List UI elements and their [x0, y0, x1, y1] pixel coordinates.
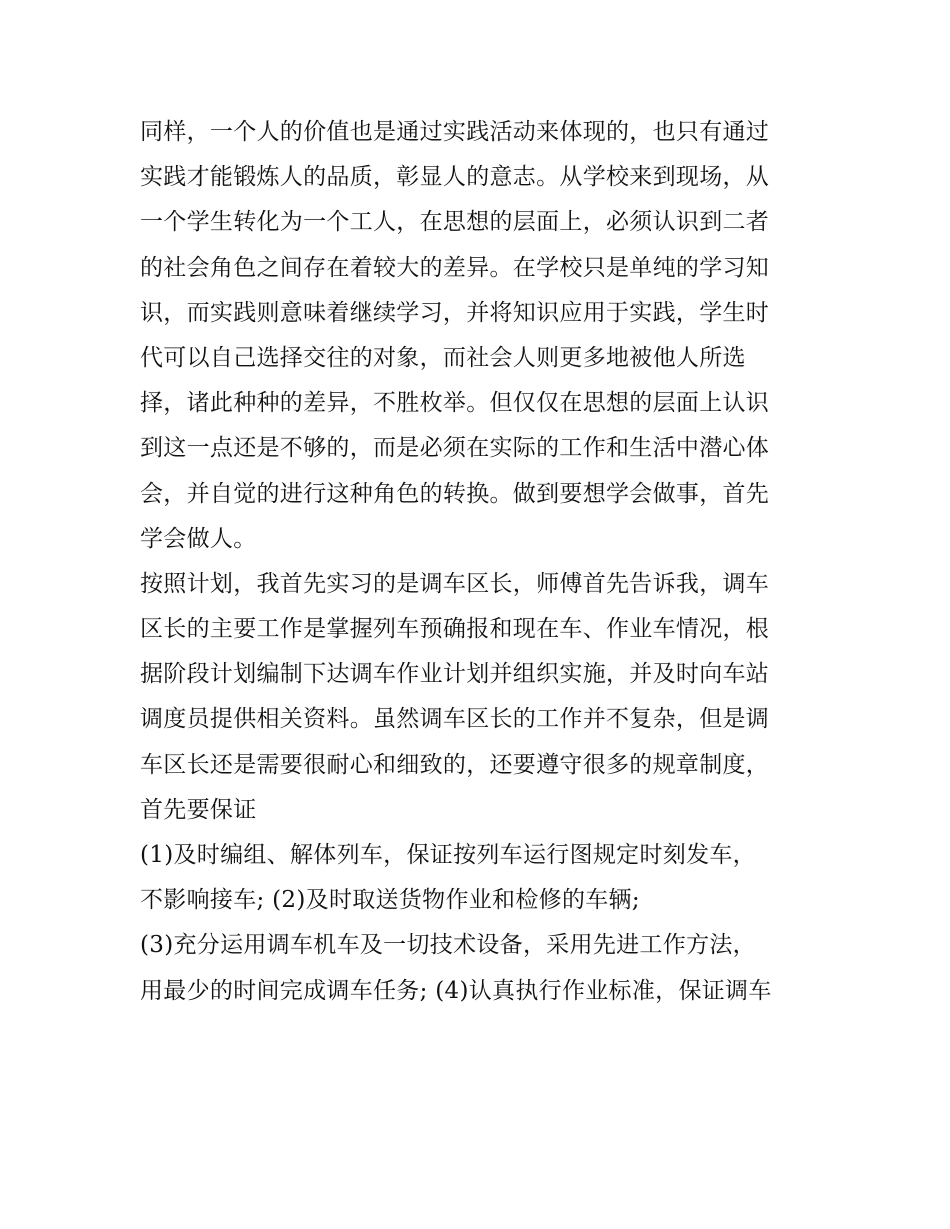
text-line: 的社会角色之间存在着较大的差异。在学校只是单纯的学习知 [140, 254, 770, 281]
text-line: 学会做人。 [140, 525, 257, 552]
text-line: 用最少的时间完成调车任务; (4)认真执行作业标准，保证调车 [140, 977, 772, 1004]
text-line: (1)及时编组、解体列车，保证按列车运行图规定时刻发车， [140, 842, 756, 868]
text-line: 首先要保证 [140, 796, 257, 823]
text-line: 同样，一个人的价值也是通过实践活动来体现的，也只有通过 [140, 119, 770, 145]
text-line: 不影响接车; (2)及时取送货物作业和检修的车辆; [140, 887, 640, 914]
text-line: 一个学生转化为一个工人，在思想的层面上，必须认识到二者 [140, 209, 770, 236]
text-line: 代可以自己选择交往的对象，而社会人则更多地被他人所选 [140, 344, 746, 371]
text-line: 据阶段计划编制下达调车作业计划并组织实施，并及时向车站 [140, 661, 770, 688]
text-line: 调度员提供相关资料。虽然调车区长的工作并不复杂，但是调 [140, 706, 770, 733]
text-line: 识，而实践则意味着继续学习，并将知识应用于实践，学生时 [140, 299, 770, 326]
text-line: 区长的主要工作是掌握列车预确报和现在车、作业车情况，根 [140, 616, 770, 643]
text-line: (3)充分运用调车机车及一切技术设备，采用先进工作方法， [140, 932, 756, 959]
text-line: 到这一点还是不够的，而是必须在实际的工作和生活中潜心体 [140, 435, 770, 462]
body-text [140, 110, 820, 1014]
text-line: 会，并自觉的进行这种角色的转换。做到要想学会做事，首先 [140, 480, 770, 507]
text-line: 实践才能锻炼人的品质，彰显人的意志。从学校来到现场，从 [140, 164, 770, 191]
text-line: 按照计划，我首先实习的是调车区长，师傅首先告诉我，调车 [140, 570, 770, 597]
text-line: 车区长还是需要很耐心和细致的，还要遵守很多的规章制度， [140, 751, 770, 778]
text-line: 择，诸此种种的差异，不胜枚举。但仅仅在思想的层面上认识 [140, 390, 770, 417]
